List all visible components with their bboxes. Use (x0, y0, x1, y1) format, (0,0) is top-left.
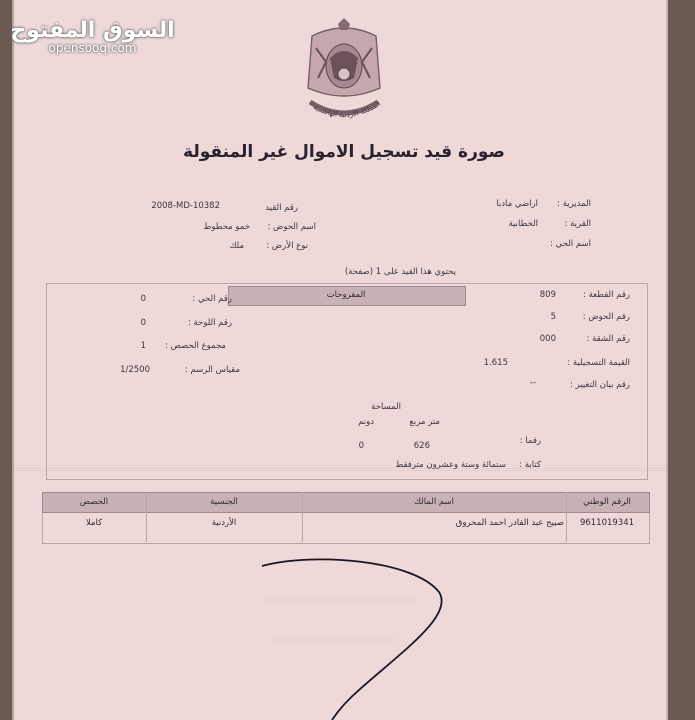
document-page (12, 0, 668, 720)
dunum-label: دونم (358, 417, 374, 427)
handwritten-signature (14, 0, 666, 720)
scale-label: مقياس الرسم : (184, 365, 240, 375)
row-shares: كاملا (85, 518, 103, 528)
numeric-label: رقما : (519, 436, 541, 446)
page-title: صورة قيد تسجيل الاموال غير المنقولة (183, 142, 505, 162)
watermark-brand-en: opensooq.com (48, 41, 137, 55)
basin-name-label: اسم الحوض : (267, 222, 316, 232)
sqm-value: 626 (413, 441, 430, 451)
scale-value: 1/2500 (120, 365, 150, 375)
shares-label: مجموع الحصص : (165, 341, 226, 351)
dunum-value: 0 (358, 441, 364, 451)
basin-name-value: خمو محطوط (203, 222, 250, 232)
row-nationality: الأردنية (211, 518, 237, 528)
written-value: ستمائة وستة وعشرون مترفقط (395, 460, 506, 470)
hai-value: 0 (140, 294, 146, 304)
row-owner-name: صبيح عبد القادر احمد المحروق (455, 518, 564, 528)
written-label: كتابة : (519, 460, 541, 470)
plate-label: رقم اللوحة : (187, 318, 232, 328)
watermark-brand-ar: السوق المفتوح (10, 18, 175, 43)
row-national-id: 9611019341 (579, 518, 635, 528)
change-value: -- (529, 378, 536, 388)
pages-note: يحتوي هذا القيد على 1 (صفحة) (344, 267, 456, 277)
land-type-label: نوع الأرض : (266, 241, 308, 251)
change-label: رقم بيان التغيير : (570, 380, 630, 390)
header-owner-name: اسم المالك (413, 497, 455, 507)
directorate-label: المديرية : (557, 199, 591, 209)
header-nationality: الجنسية (210, 497, 238, 507)
crest-caption: المملكة الأردنية الهاشمية (312, 99, 383, 120)
reg-value-label: القيمة التسجيلية : (567, 358, 630, 368)
parcel-value: 809 (539, 290, 556, 300)
record-no-value: 2008-MD-10382 (151, 201, 220, 211)
directorate-value: اراضي مادبا (496, 199, 538, 209)
area-title: المساحة (371, 402, 401, 412)
parcel-label: رقم القطعة : (583, 290, 630, 300)
shares-value: 1 (140, 341, 146, 351)
reg-value: 1.615 (483, 358, 508, 368)
apartment-value: 000 (539, 334, 556, 344)
village-value: الخطابية (508, 219, 538, 229)
land-type-value: ملك (229, 241, 244, 251)
basin-label: رقم الحوض : (582, 312, 630, 322)
opensooq-watermark (10, 18, 175, 55)
header-national-id: الرقم الوطني (583, 497, 631, 507)
apartment-label: رقم الشقة : (586, 334, 630, 344)
plate-value: 0 (140, 318, 146, 328)
neighborhood-label: اسم الحي : (550, 239, 591, 249)
header-shares: الحصص (79, 497, 109, 507)
village-label: القرية : (564, 219, 591, 229)
hai-label: رقم الحي : (192, 294, 232, 304)
basin-value: 5 (550, 312, 556, 322)
sqm-label: متر مربع (409, 417, 440, 427)
ownership-header: المفروحات (326, 290, 366, 300)
record-no-label: رقم القيد (265, 203, 298, 213)
